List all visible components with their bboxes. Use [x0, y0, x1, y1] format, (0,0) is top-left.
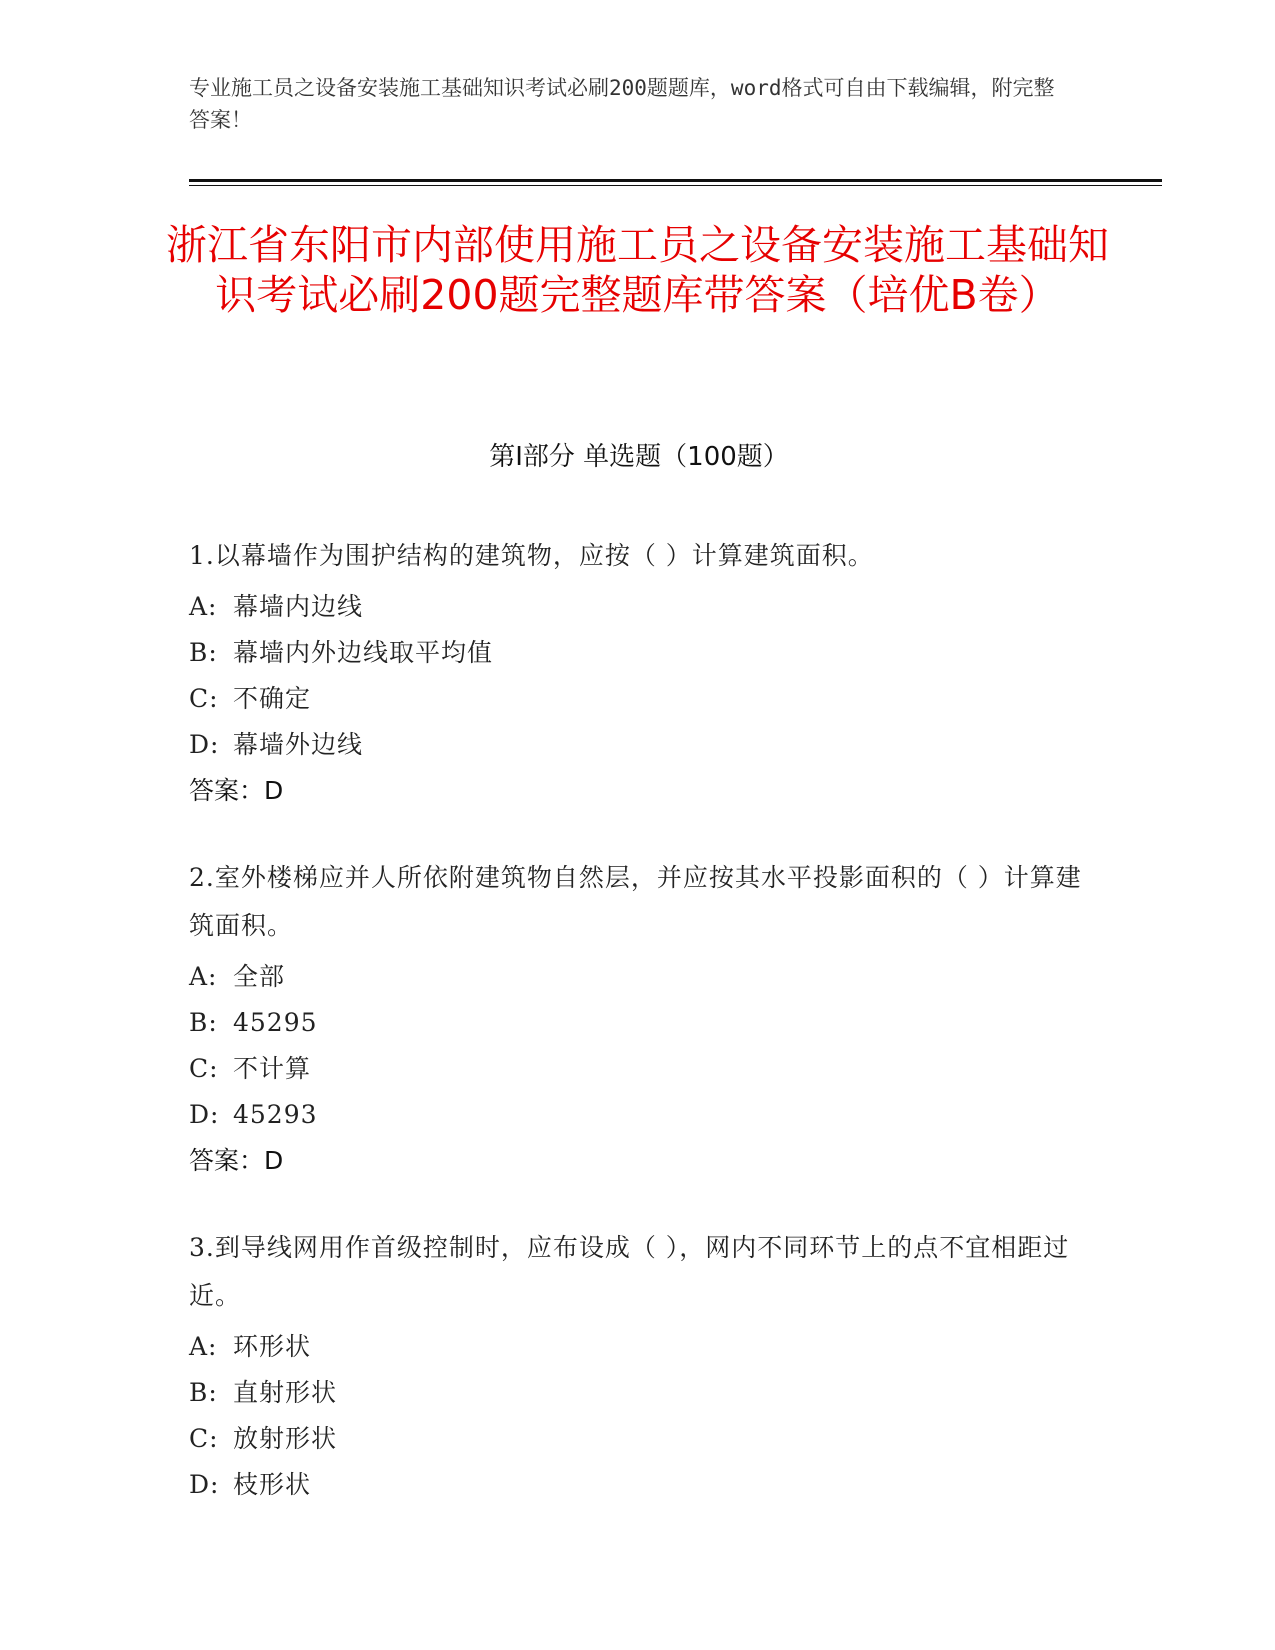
question-list	[189, 532, 1089, 1548]
option-c	[189, 1416, 1089, 1462]
question-1	[189, 532, 1089, 814]
option-letter: A:	[189, 1332, 218, 1361]
section-title: 第Ⅰ部分 单选题（100题）	[489, 442, 789, 472]
answer-line: 答案：D	[189, 1146, 284, 1175]
option-letter: D:	[189, 1100, 220, 1129]
option-text: 幕墙外边线	[233, 730, 364, 759]
option-letter: C:	[189, 1424, 219, 1453]
option-letter: B:	[189, 1378, 218, 1407]
option-text: 直射形状	[233, 1378, 338, 1407]
option-d	[189, 1092, 1089, 1138]
option-letter: A:	[189, 962, 218, 991]
option-a	[189, 1324, 1089, 1370]
option-text: 幕墙内边线	[233, 592, 364, 621]
option-text: 45293	[233, 1100, 318, 1129]
option-b	[189, 1000, 1089, 1046]
option-c	[189, 1046, 1089, 1092]
document-title: 浙江省东阳市内部使用施工员之设备安装施工基础知识考试必刷200题完整题库带答案（培优B卷）	[166, 221, 1109, 319]
question-stem: 1.以幕墙作为围护结构的建筑物，应按（ ）计算建筑面积。	[189, 541, 874, 570]
question-3	[189, 1224, 1089, 1508]
option-letter: B:	[189, 638, 218, 667]
option-a	[189, 954, 1089, 1000]
option-text: 45295	[233, 1008, 318, 1037]
option-b	[189, 1370, 1089, 1416]
option-a	[189, 584, 1089, 630]
option-c	[189, 676, 1089, 722]
question-stem: 3.到导线网用作首级控制时，应布设成（ ），网内不同环节上的点不宜相距过近。	[189, 1233, 1070, 1310]
option-letter: C:	[189, 1054, 219, 1083]
question-2	[189, 854, 1089, 1184]
header-note: 专业施工员之设备安装施工基础知识考试必刷200题题库，word格式可自由下载编辑，附完整答案！	[189, 76, 1055, 132]
question-stem: 2.室外楼梯应并人所依附建筑物自然层，并应按其水平投影面积的（ ）计算建筑面积。	[189, 863, 1082, 940]
option-text: 幕墙内外边线取平均值	[233, 638, 494, 667]
header-divider-thick	[189, 179, 1162, 182]
option-text: 环形状	[233, 1332, 312, 1361]
option-letter: C:	[189, 684, 219, 713]
option-text: 不计算	[233, 1054, 312, 1083]
header-divider-thin	[189, 185, 1162, 186]
option-text: 全部	[233, 962, 286, 991]
option-d	[189, 722, 1089, 768]
option-letter: A:	[189, 592, 218, 621]
option-b	[189, 630, 1089, 676]
option-text: 枝形状	[233, 1470, 312, 1499]
option-text: 放射形状	[233, 1424, 338, 1453]
option-text: 不确定	[233, 684, 312, 713]
option-d	[189, 1462, 1089, 1508]
option-letter: D:	[189, 1470, 220, 1499]
option-letter: D:	[189, 730, 220, 759]
answer-line: 答案：D	[189, 776, 284, 805]
option-letter: B:	[189, 1008, 218, 1037]
